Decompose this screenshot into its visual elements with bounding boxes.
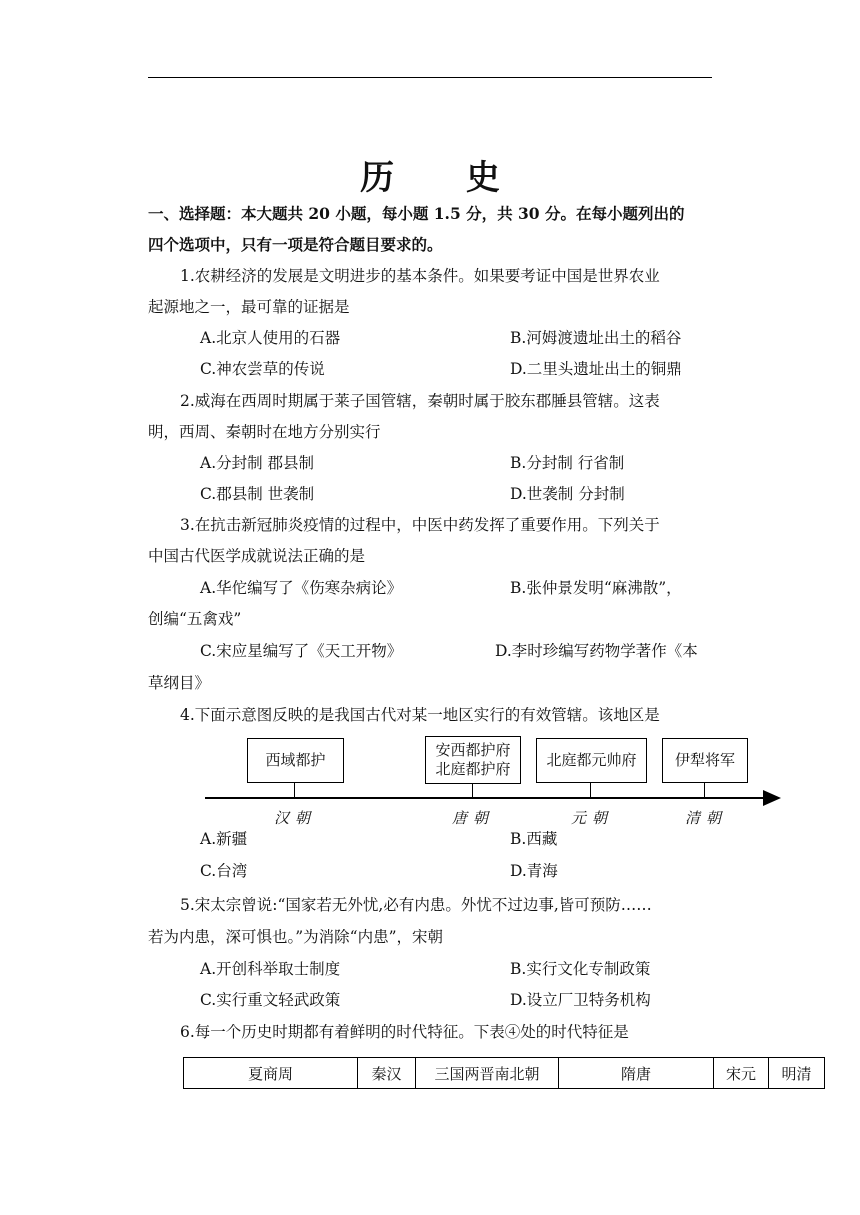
timeline-era-qing: 清朝 [685, 809, 728, 827]
table-header-cell: 明清 [769, 1058, 825, 1089]
q3-option-b-cont: 创编“五禽戏” [148, 610, 242, 628]
timeline-box-tang-label2: 北庭都护府 [435, 760, 511, 778]
section-heading-line2: 四个选项中，只有一项是符合题目要求的。 [148, 235, 443, 254]
q4-stem-line1: 4.下面示意图反映的是我国古代对某一地区实行的有效管辖。该地区是 [180, 706, 660, 724]
q3-stem-line1: 3.在抗击新冠肺炎疫情的过程中，中医中药发挥了重要作用。下列关于 [180, 516, 660, 534]
timeline-box-tang-label1: 安西都护府 [435, 741, 511, 759]
q1-option-b: B.河姆渡遗址出土的稻谷 [510, 329, 682, 347]
q1-option-d: D.二里头遗址出土的铜鼎 [510, 360, 682, 378]
table-header-cell: 夏商周 [184, 1058, 358, 1089]
q2-option-d: D.世袭制 分封制 [510, 485, 625, 503]
q2-stem-line2: 明，西周、秦朝时在地方分别实行 [148, 423, 381, 441]
q4-option-b: B.西藏 [510, 830, 558, 848]
timeline-box-yuan [536, 738, 647, 783]
timeline-box-han [247, 738, 344, 783]
q1-stem-line1: 1.农耕经济的发展是文明进步的基本条件。如果要考证中国是世界农业 [180, 267, 660, 285]
q3-option-c: C.宋应星编写了《天工开物》 [200, 642, 403, 660]
q5-option-a: A.开创科举取士制度 [200, 960, 341, 978]
q6-era-table [183, 1057, 825, 1089]
table-header-cell: 三国两晋南北朝 [416, 1058, 559, 1089]
q4-option-c: C.台湾 [200, 862, 248, 880]
q5-option-c: C.实行重文轻武政策 [200, 991, 341, 1009]
q1-option-a: A.北京人使用的石器 [200, 329, 341, 347]
page-title: 历 史 [360, 158, 530, 198]
q5-option-d: D.设立厂卫特务机构 [510, 991, 651, 1009]
q1-stem-line2: 起源地之一，最可靠的证据是 [148, 298, 350, 316]
table-header-cell: 隋唐 [559, 1058, 714, 1089]
timeline-box-qing [662, 738, 748, 783]
q3-option-d: D.李时珍编写药物学著作《本 [495, 642, 698, 660]
q3-option-a: A.华佗编写了《伤寒杂病论》 [200, 579, 403, 597]
table-header-cell: 宋元 [714, 1058, 769, 1089]
q5-stem-line2: 若为内患，深可惧也。”为消除“内患”，宋朝 [148, 928, 444, 946]
timeline-tick-qing [704, 782, 705, 797]
timeline-era-tang: 唐朝 [452, 809, 495, 827]
q2-option-a: A.分封制 郡县制 [200, 454, 315, 472]
q2-option-b: B.分封制 行省制 [510, 454, 625, 472]
section-heading-line1: 一、选择题：本大题共 20 小题，每小题 1.5 分，共 30 分。在每小题列出的 [148, 204, 685, 223]
timeline-arrow-icon [763, 790, 781, 806]
timeline-tick-yuan [590, 782, 591, 797]
q6-stem-line1: 6.每一个历史时期都有着鲜明的时代特征。下表④处的时代特征是 [180, 1023, 629, 1041]
q1-option-c: C.神农尝草的传说 [200, 360, 325, 378]
timeline-era-han: 汉朝 [274, 809, 317, 827]
table-row [184, 1058, 825, 1089]
q4-option-a: A.新疆 [200, 830, 248, 848]
header-rule [148, 77, 712, 78]
q3-option-d-cont: 草纲目》 [148, 674, 211, 692]
timeline-box-tang [425, 736, 521, 784]
timeline-axis [205, 797, 770, 799]
q5-option-b: B.实行文化专制政策 [510, 960, 651, 978]
timeline-tick-han [294, 782, 295, 797]
q3-stem-line2: 中国古代医学成就说法正确的是 [148, 547, 366, 565]
timeline-box-qing-label: 伊犁将军 [674, 751, 735, 769]
table-header-cell: 秦汉 [358, 1058, 416, 1089]
q5-stem-line1: 5.宋太宗曾说:“国家若无外忧,必有内患。外忧不过边事,皆可预防…… [180, 896, 652, 914]
timeline-tick-tang [472, 783, 473, 797]
timeline-box-han-label: 西域都护 [265, 751, 326, 769]
q4-option-d: D.青海 [510, 862, 558, 880]
timeline-box-yuan-label: 北庭都元帅府 [546, 751, 637, 769]
q2-stem-line1: 2.威海在西周时期属于莱子国管辖，秦朝时属于胶东郡腄县管辖。这表 [180, 392, 660, 410]
timeline-era-yuan: 元朝 [571, 809, 614, 827]
q2-option-c: C.郡县制 世袭制 [200, 485, 315, 503]
q3-option-b: B.张仲景发明“麻沸散”， [510, 579, 682, 597]
